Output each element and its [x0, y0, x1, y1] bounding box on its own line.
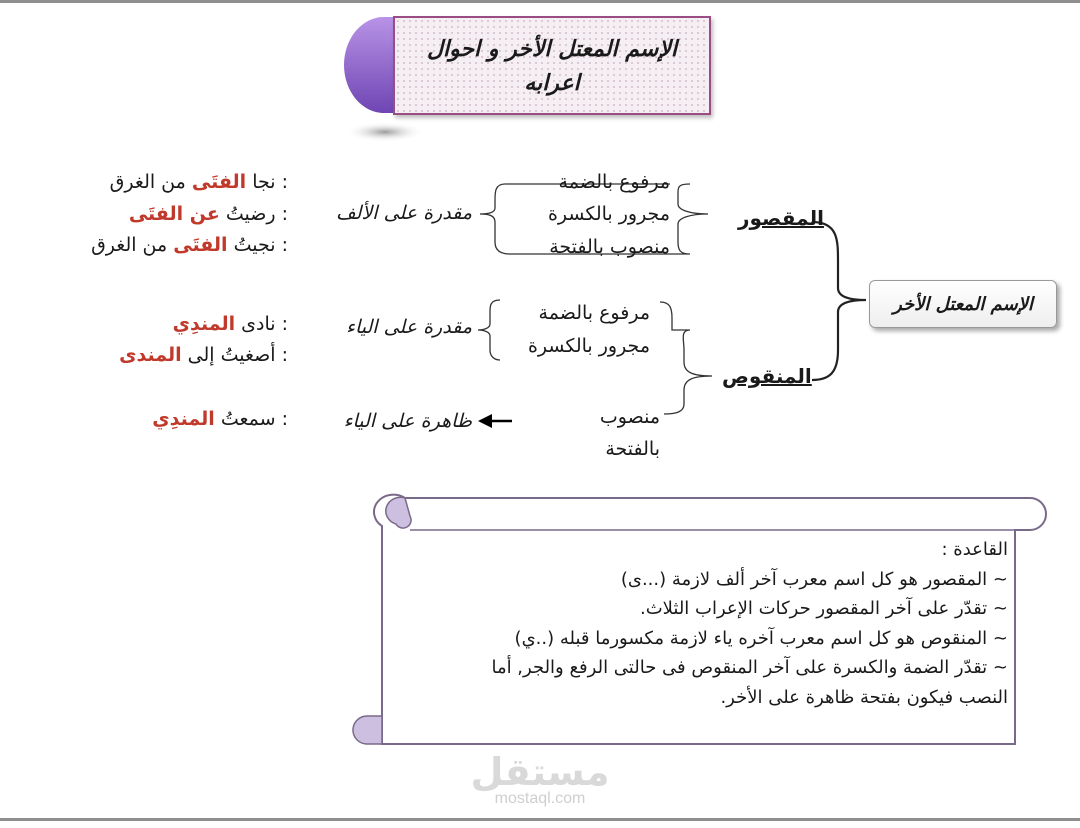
manqus-case-raf: مرفوع بالضمة [538, 302, 650, 324]
rule-content [396, 535, 1008, 715]
manqus-case-jarr: مجرور بالكسرة [527, 335, 650, 357]
watermark-logo: مستقل [470, 750, 610, 794]
maqsur-case-raf: مرفوع بالضمة [558, 171, 670, 193]
rule-scroll-curl-bottom [353, 716, 382, 744]
page-title: الإسم المعتل الأخر و احوال اعرابه [426, 35, 677, 96]
rule-line: النصب فيكون بفتحة ظاهرة على الأخر. [720, 686, 1008, 708]
manqus-example: : أصغيتُ إلى المندى [119, 344, 288, 366]
manqus-note: مقدرة على الياء [346, 316, 472, 338]
maqsur-note: مقدرة على الألف [335, 202, 472, 224]
manqus-case-nasb-line1: منصوب [599, 406, 660, 428]
manqus-right-brace [660, 302, 712, 414]
manqus-label: المنقوص [722, 364, 812, 388]
maqsur-example: : نجا الفتَى من الغرق [109, 171, 288, 193]
maqsur-example: : نجيتُ الفتَى من الغرق [91, 234, 288, 256]
title-box [393, 16, 711, 115]
rule-heading: القاعدة : [941, 539, 1008, 560]
title-tab-shadow [345, 122, 425, 142]
rule-line: ~ تقدّر الضمة والكسرة على آخر المنقوص فى حالتى الرفع والجر, أما [491, 657, 1008, 678]
root-brace [812, 222, 866, 380]
maqsur-case-jarr: مجرور بالكسرة [547, 203, 670, 225]
nasb-arrow-head [478, 414, 492, 428]
manqus-example: : نادى المندِي [172, 313, 288, 335]
root-node: الإسم المعتل الأخر [869, 280, 1057, 328]
rule-line: ~ المنقوص هو كل اسم معرب آخره ياء لازمة مكسورما قبله (..ي) [514, 627, 1008, 649]
manqus-case-nasb-line2: بالفتحة [605, 438, 660, 460]
manqus-example: : سمعتُ المندِي [152, 408, 288, 430]
title-tab-shape [344, 17, 400, 113]
rule-line: ~ تقدّر على آخر المقصور حركات الإعراب الثلاث. [639, 598, 1008, 619]
manqus-upper-brace [478, 300, 500, 360]
manqus-nasb-note: ظاهرة على الياء [343, 410, 472, 432]
maqsur-case-nasb: منصوب بالفتحة [549, 236, 670, 258]
maqsur-label: المقصور [738, 206, 824, 230]
watermark-url: mostaql.com [494, 790, 586, 807]
rule-line: ~ المقصور هو كل اسم معرب آخر ألف لازمة (...ى) [620, 568, 1008, 590]
maqsur-example: : رضيتُ عن الفتَى [128, 203, 288, 225]
